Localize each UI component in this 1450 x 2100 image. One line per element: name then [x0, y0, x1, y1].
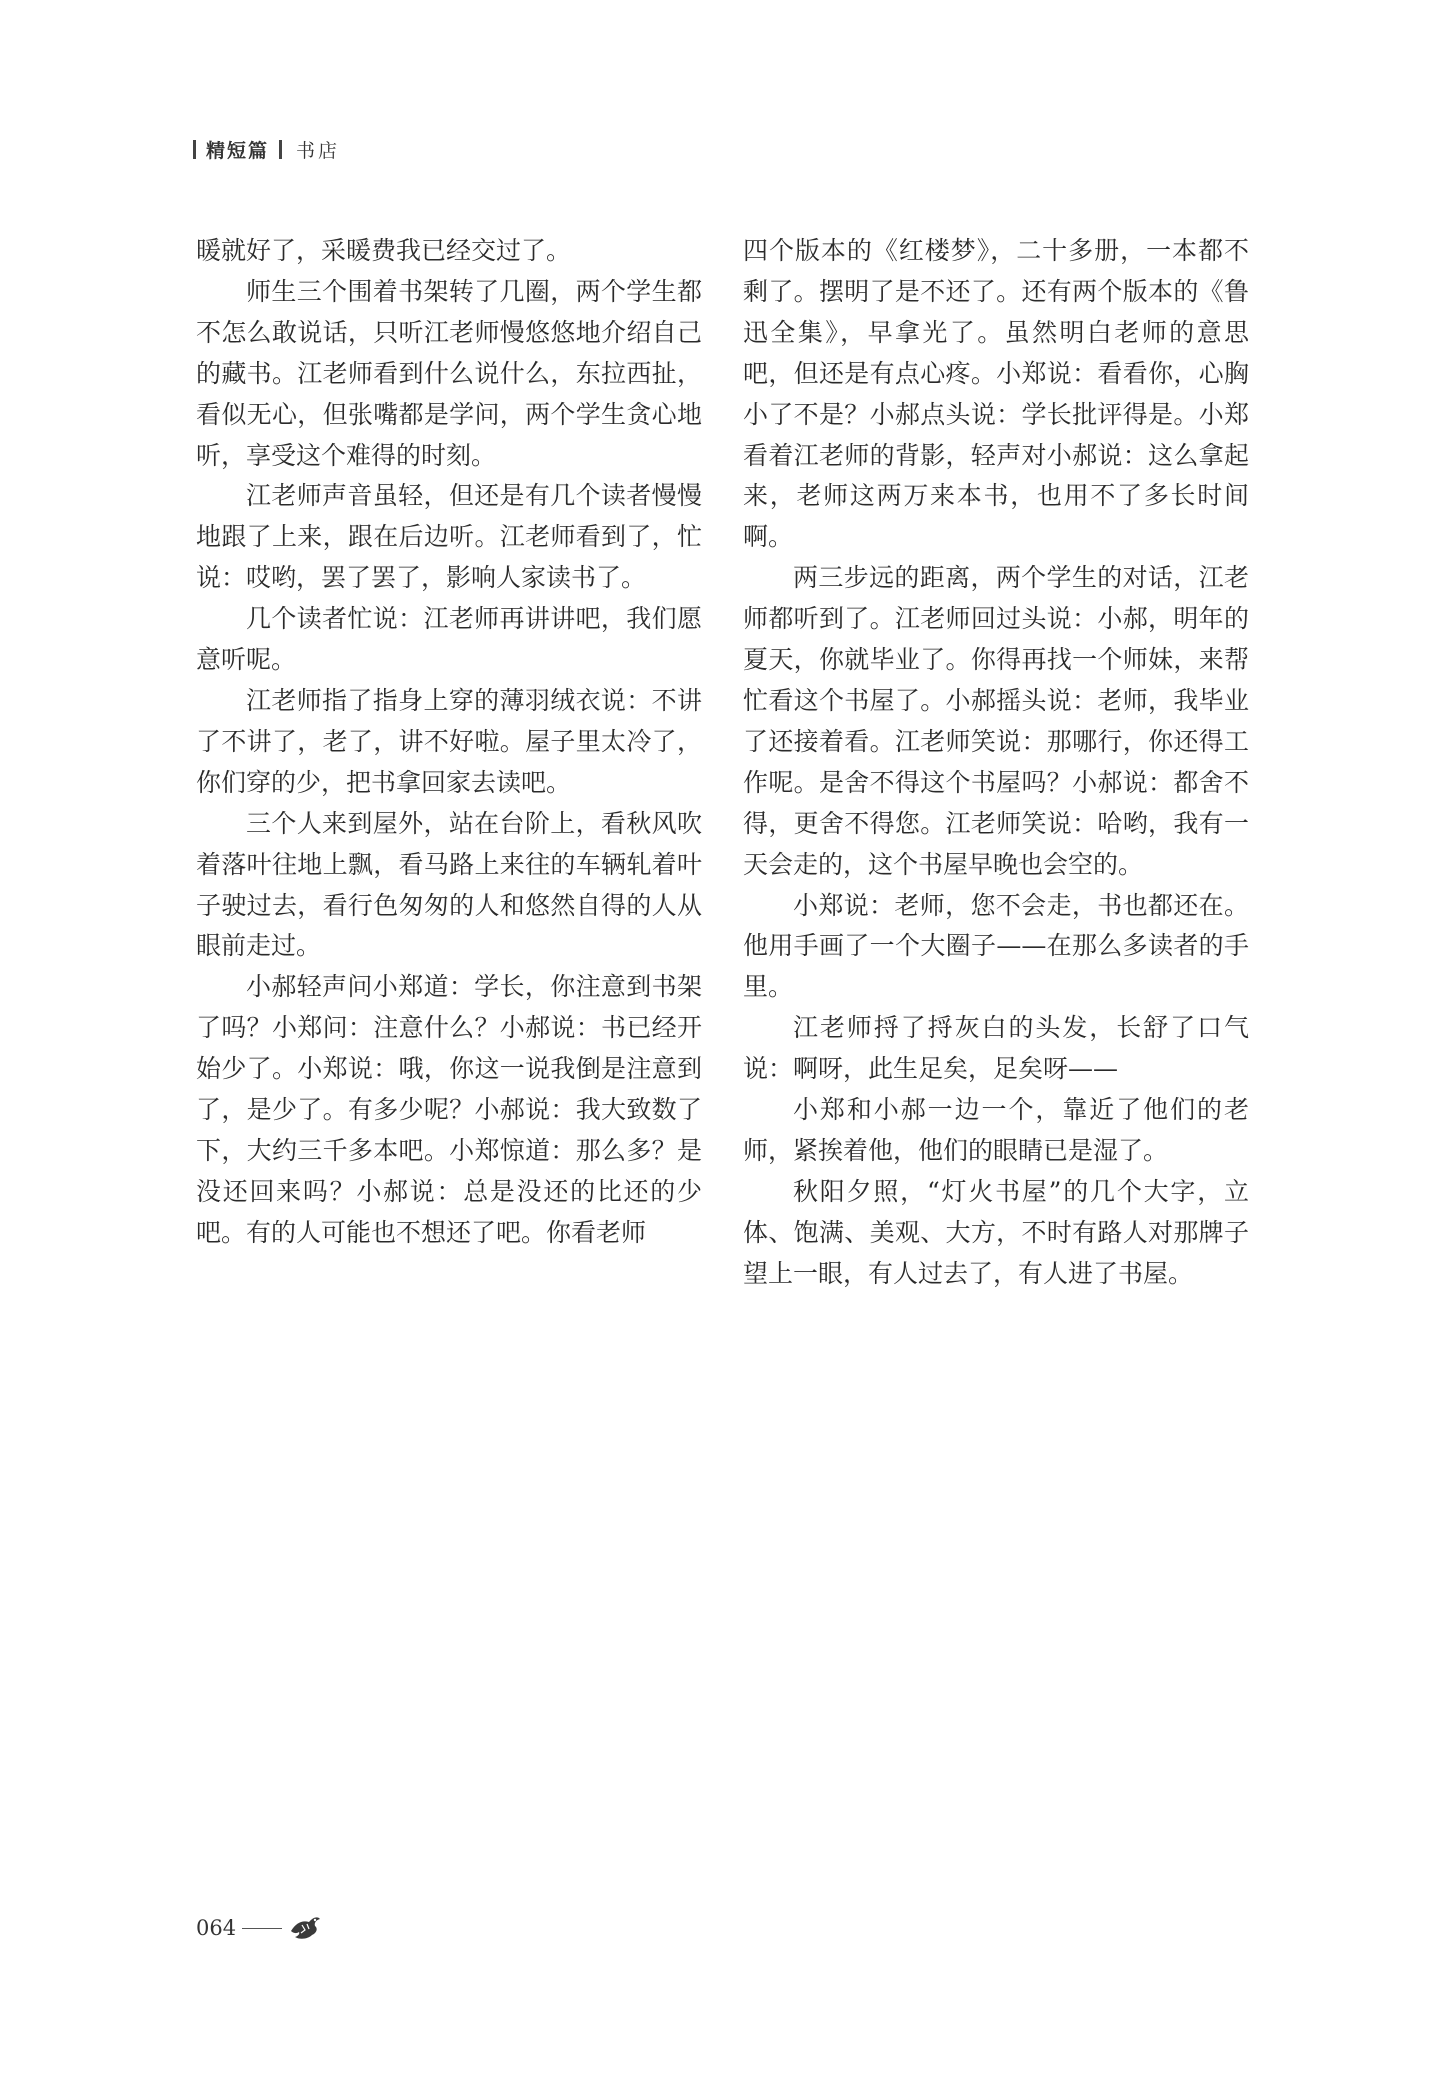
paragraph: 小郝轻声问小郑道：学长，你注意到书架了吗？小郑问：注意什么？小郝说：书已经开始少了。小郑说：哦，你这一说我倒是注意到了，是少了。有多少呢？小郝说：我大致数了下，大约三千多本吧。小郑惊道：那么多？是没还回来吗？小郝说：总是没还的比还的少吧。有的人可能也不想还了吧。你看老师 [196, 972, 702, 1247]
paragraph: 师生三个围着书架转了几圈，两个学生都不怎么敢说话，只听江老师慢悠悠地介绍自己的藏书。江老师看到什么说什么，东拉西扯，看似无心，但张嘴都是学问，两个学生贪心地听，享受这个难得的时刻。 [196, 276, 702, 470]
paragraph: 江老师指了指身上穿的薄羽绒衣说：不讲了不讲了，老了，讲不好啦。屋子里太冷了，你们穿的少，把书拿回家去读吧。 [196, 685, 702, 797]
page-number: 064 [196, 1916, 237, 1940]
page-footer [196, 1908, 322, 1948]
paragraph: 江老师声音虽轻，但还是有几个读者慢慢地跟了上来，跟在后边听。江老师看到了，忙说：哎哟，罢了罢了，影响人家读书了。 [196, 481, 702, 593]
paragraph: 小郑说：老师，您不会走，书也都还在。他用手画了一个大圈子——在那么多读者的手里。 [743, 890, 1249, 1002]
header-title: 书店 [296, 139, 341, 162]
paragraph: 秋阳夕照，“灯火书屋”的几个大字，立体、饱满、美观、大方，不时有路人对那牌子望上一眼，有人过去了，有人进了书屋。 [743, 1176, 1249, 1288]
left-column [196, 231, 702, 1254]
paragraph: 暖就好了，采暖费我已经交过了。 [196, 236, 572, 265]
header-divider [279, 140, 282, 159]
paragraph: 三个人来到屋外，站在台阶上，看秋风吹着落叶往地上飘，看马路上来往的车辆轧着叶子驶过去，看行色匆匆的人和悠然自得的人从眼前走过。 [196, 808, 702, 961]
bird-ornament-icon [288, 1911, 322, 1945]
header-divider [193, 140, 196, 159]
header-section: 精短篇 [206, 139, 270, 162]
footer-rule [242, 1928, 282, 1929]
paragraph: 四个版本的《红楼梦》，二十多册，一本都不剩了。摆明了是不还了。还有两个版本的《鲁迅全集》，早拿光了。虽然明白老师的意思吧，但还是有点心疼。小郑说：看看你，心胸小了不是？小郝点头说：学长批评得是。小郑看着江老师的背影，轻声对小郝说：这么拿起来，老师这两万来本书，也用不了多长时间啊。 [743, 236, 1249, 552]
running-header [193, 133, 340, 165]
paragraph: 江老师捋了捋灰白的头发，长舒了口气说：啊呀，此生足矣，足矣呀—— [743, 1013, 1249, 1084]
right-column [743, 231, 1249, 1295]
paragraph: 小郑和小郝一边一个，靠近了他们的老师，紧挨着他，他们的眼睛已是湿了。 [743, 1095, 1249, 1165]
paragraph: 两三步远的距离，两个学生的对话，江老师都听到了。江老师回过头说：小郝，明年的夏天，你就毕业了。你得再找一个师妹，来帮忙看这个书屋了。小郝摇头说：老师，我毕业了还接着看。江老师笑说：那哪行，你还得工作呢。是舍不得这个书屋吗？小郝说：都舍不得，更舍不得您。江老师笑说：哈哟，我有一天会走的，这个书屋早晚也会空的。 [743, 563, 1249, 879]
paragraph: 几个读者忙说：江老师再讲讲吧，我们愿意听呢。 [196, 604, 702, 675]
